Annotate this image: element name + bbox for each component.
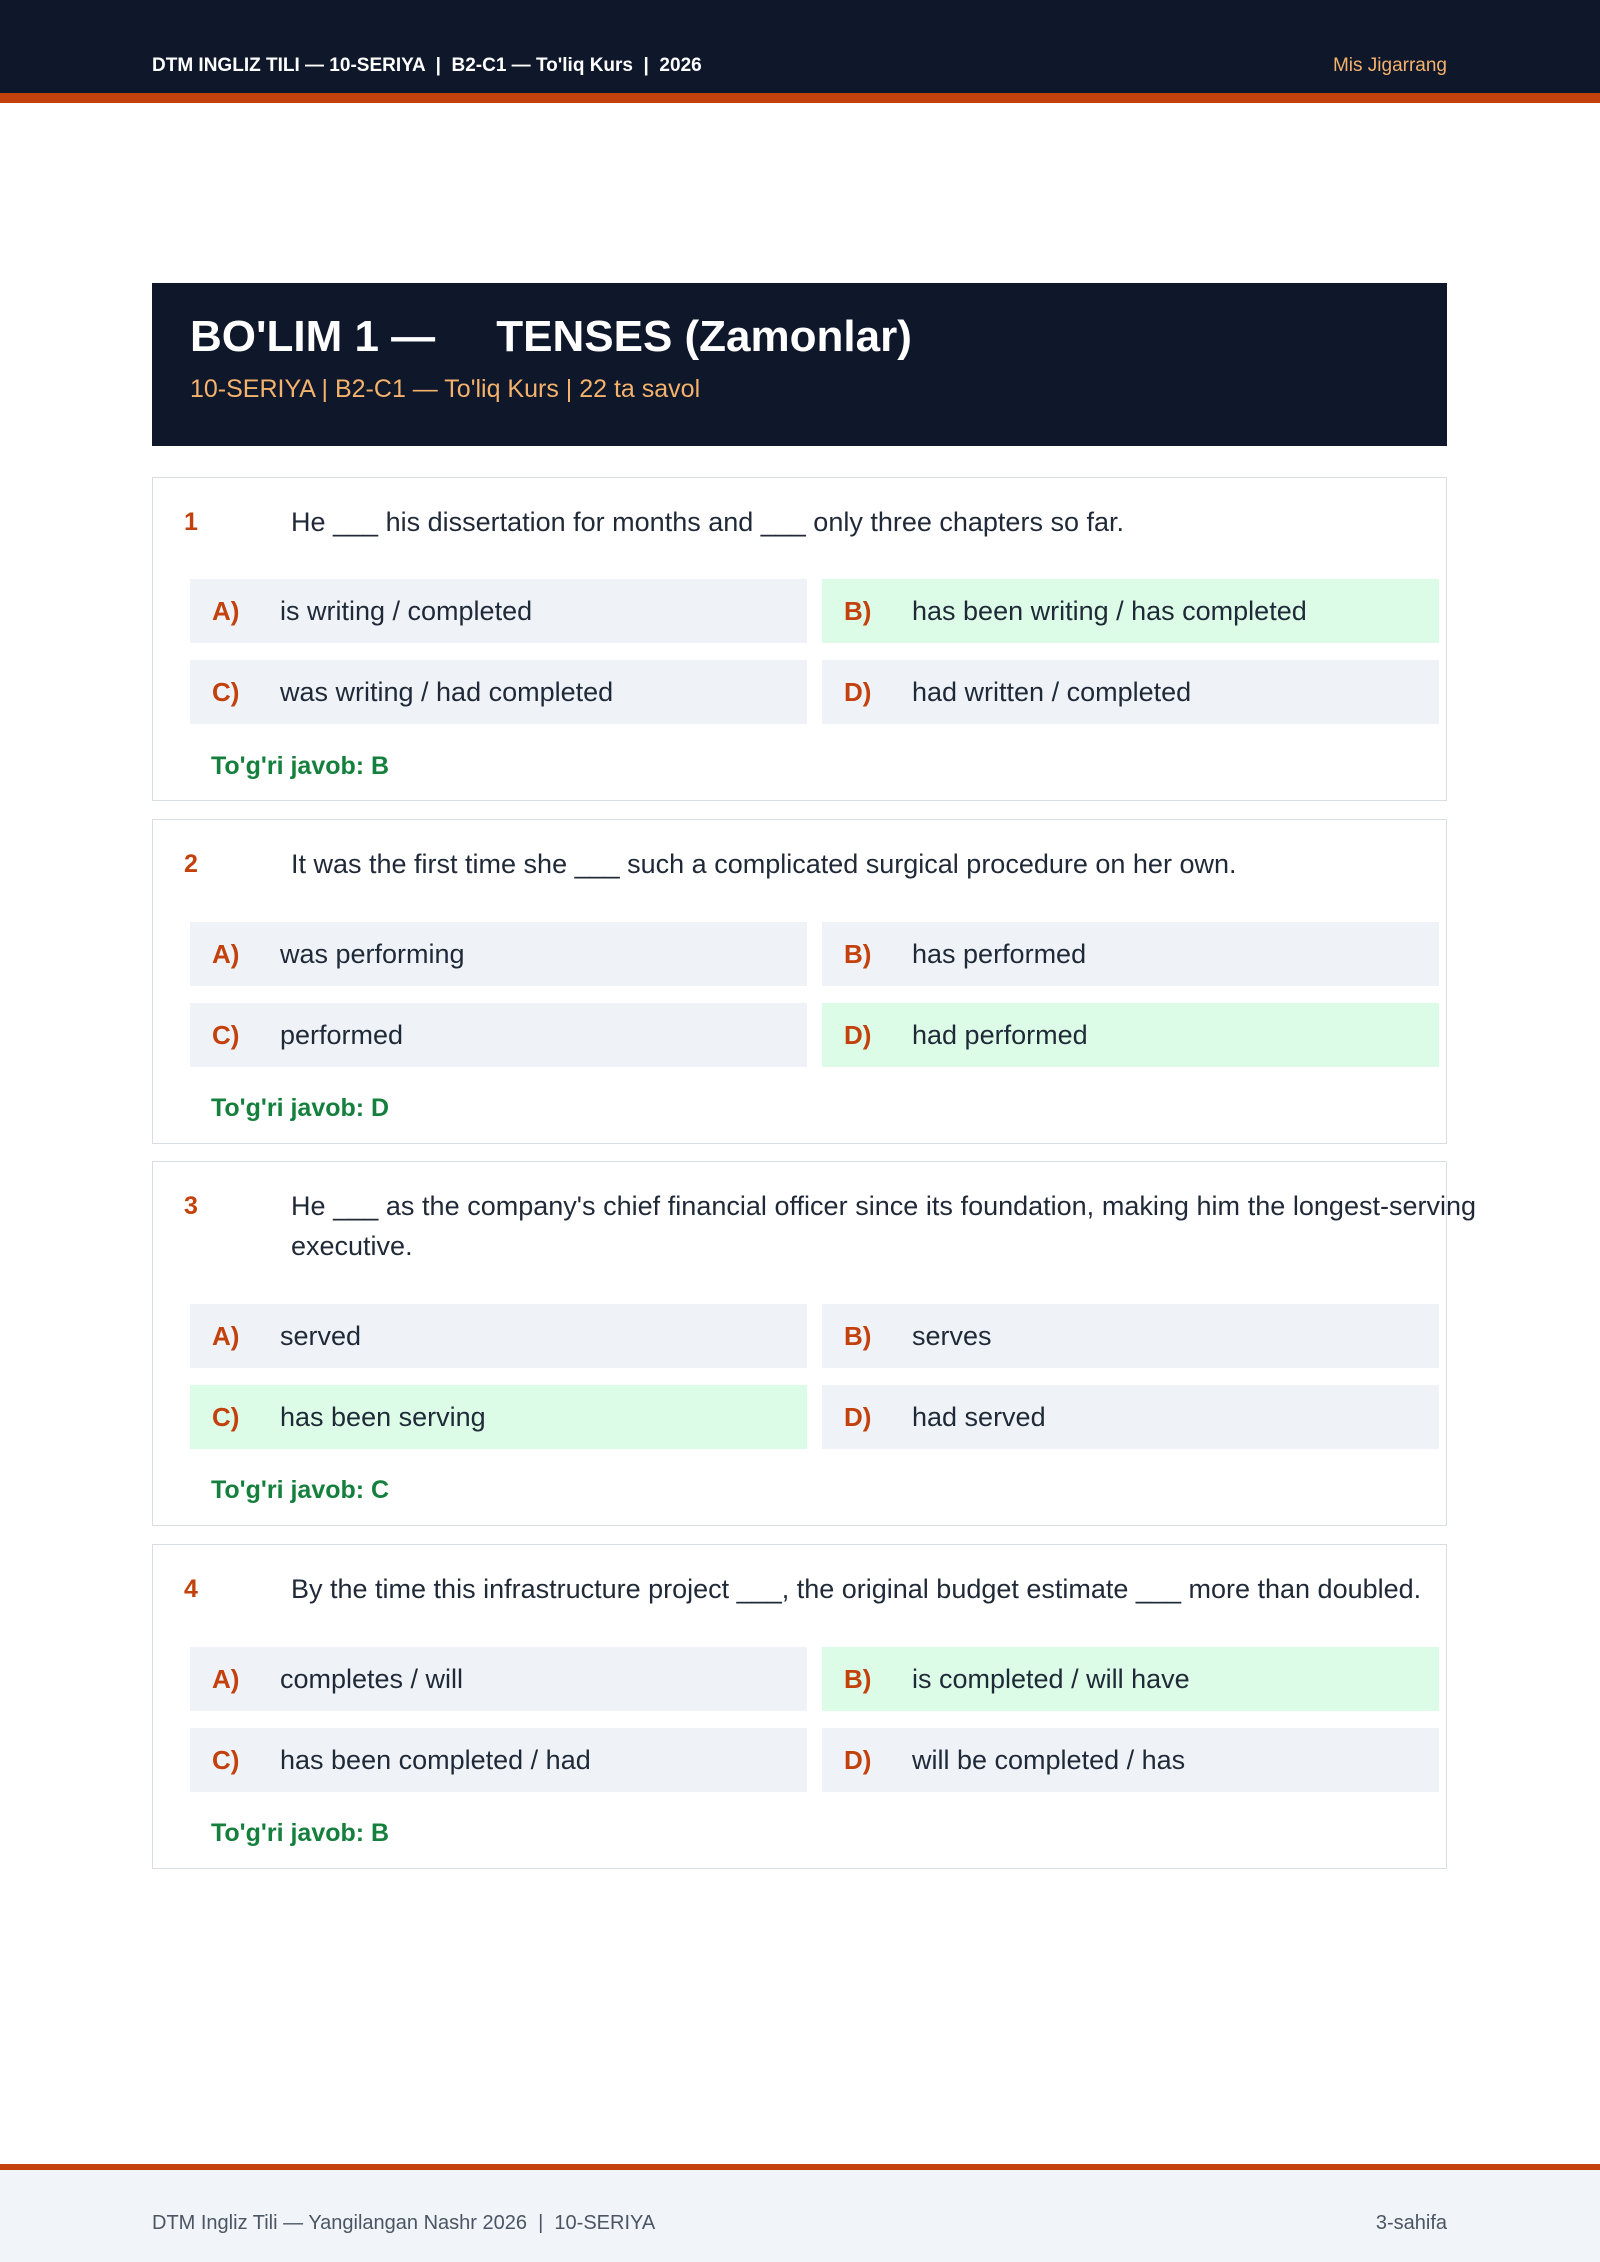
option-text: had performed [912, 1020, 1088, 1050]
option-letter: A) [212, 596, 240, 626]
option-b[interactable] [822, 1647, 1439, 1711]
option-a[interactable] [190, 922, 807, 986]
question-number: 1 [184, 508, 198, 536]
correct-answer: To'g'ri javob: B [211, 752, 390, 780]
question-text: By the time this infrastructure project ___, the original budget estimate ___ more than doubled. [291, 1574, 1422, 1604]
option-letter: C) [212, 677, 240, 707]
option-b[interactable] [822, 922, 1439, 986]
section-title: BO'LIM 1 — TENSES (Zamonlar) [190, 312, 912, 361]
correct-answer: To'g'ri javob: C [211, 1476, 390, 1504]
option-letter: D) [844, 1020, 872, 1050]
header-title: DTM INGLIZ TILI — 10-SERIYA | B2-C1 — To'liq Kurs | 2026 [152, 55, 702, 76]
option-c[interactable] [190, 1003, 807, 1067]
option-d[interactable] [822, 660, 1439, 724]
option-letter: C) [212, 1745, 240, 1775]
question-text: He ___ as the company's chief financial officer since its foundation, making him the longest-serving executive. [291, 1191, 1476, 1261]
question-number: 2 [184, 850, 198, 878]
option-text: was performing [280, 939, 465, 969]
option-text: completes / will [280, 1664, 464, 1694]
page-number: 3-sahifa [1375, 2212, 1447, 2234]
question-text: It was the first time she ___ such a complicated surgical procedure on her own. [291, 849, 1237, 879]
option-text: will be completed / has [912, 1745, 1186, 1775]
section-subtitle: 10-SERIYA | B2-C1 — To'liq Kurs | 22 ta savol [190, 375, 701, 404]
option-text: has been completed / had [280, 1745, 591, 1775]
question-card-4 [152, 1544, 1447, 1869]
option-letter: D) [844, 1402, 872, 1432]
option-text: is completed / will have [912, 1664, 1190, 1694]
option-text: performed [280, 1020, 404, 1050]
option-letter: D) [844, 677, 872, 707]
option-a[interactable] [190, 579, 807, 643]
option-text: has been writing / has completed [912, 596, 1307, 626]
page-footer [0, 2164, 1600, 2262]
option-b[interactable] [822, 579, 1439, 643]
option-letter: B) [844, 1321, 872, 1351]
option-letter: B) [844, 596, 872, 626]
option-text: served [280, 1321, 362, 1351]
option-d[interactable] [822, 1385, 1439, 1449]
question-card-2 [152, 819, 1447, 1144]
option-letter: A) [212, 1321, 240, 1351]
option-text: was writing / had completed [280, 677, 614, 707]
option-c[interactable] [190, 1728, 807, 1792]
header-author: Mis Jigarrang [1332, 55, 1447, 76]
section-banner [152, 283, 1447, 446]
option-b[interactable] [822, 1304, 1439, 1368]
question-card-1 [152, 477, 1447, 801]
option-text: is writing / completed [280, 596, 533, 626]
page-header [0, 0, 1600, 103]
option-text: serves [912, 1321, 992, 1351]
option-letter: A) [212, 939, 240, 969]
correct-answer: To'g'ri javob: D [211, 1094, 390, 1122]
option-letter: B) [844, 939, 872, 969]
option-letter: D) [844, 1745, 872, 1775]
option-letter: C) [212, 1402, 240, 1432]
option-text: has been serving [280, 1402, 486, 1432]
question-card-3 [152, 1161, 1476, 1526]
option-a[interactable] [190, 1304, 807, 1368]
question-number: 3 [184, 1192, 198, 1220]
option-letter: B) [844, 1664, 872, 1694]
option-letter: C) [212, 1020, 240, 1050]
option-text: had written / completed [912, 677, 1192, 707]
option-c[interactable] [190, 660, 807, 724]
option-letter: A) [212, 1664, 240, 1694]
option-text: had served [912, 1402, 1046, 1432]
footer-title: DTM Ingliz Tili — Yangilangan Nashr 2026 | 10-SERIYA [152, 2212, 656, 2234]
question-number: 4 [184, 1575, 198, 1603]
option-text: has performed [912, 939, 1087, 969]
option-a[interactable] [190, 1647, 807, 1711]
option-c[interactable] [190, 1385, 807, 1449]
question-text: He ___ his dissertation for months and ___ only three chapters so far. [291, 507, 1124, 537]
option-d[interactable] [822, 1003, 1439, 1067]
correct-answer: To'g'ri javob: B [211, 1819, 390, 1847]
option-d[interactable] [822, 1728, 1439, 1792]
